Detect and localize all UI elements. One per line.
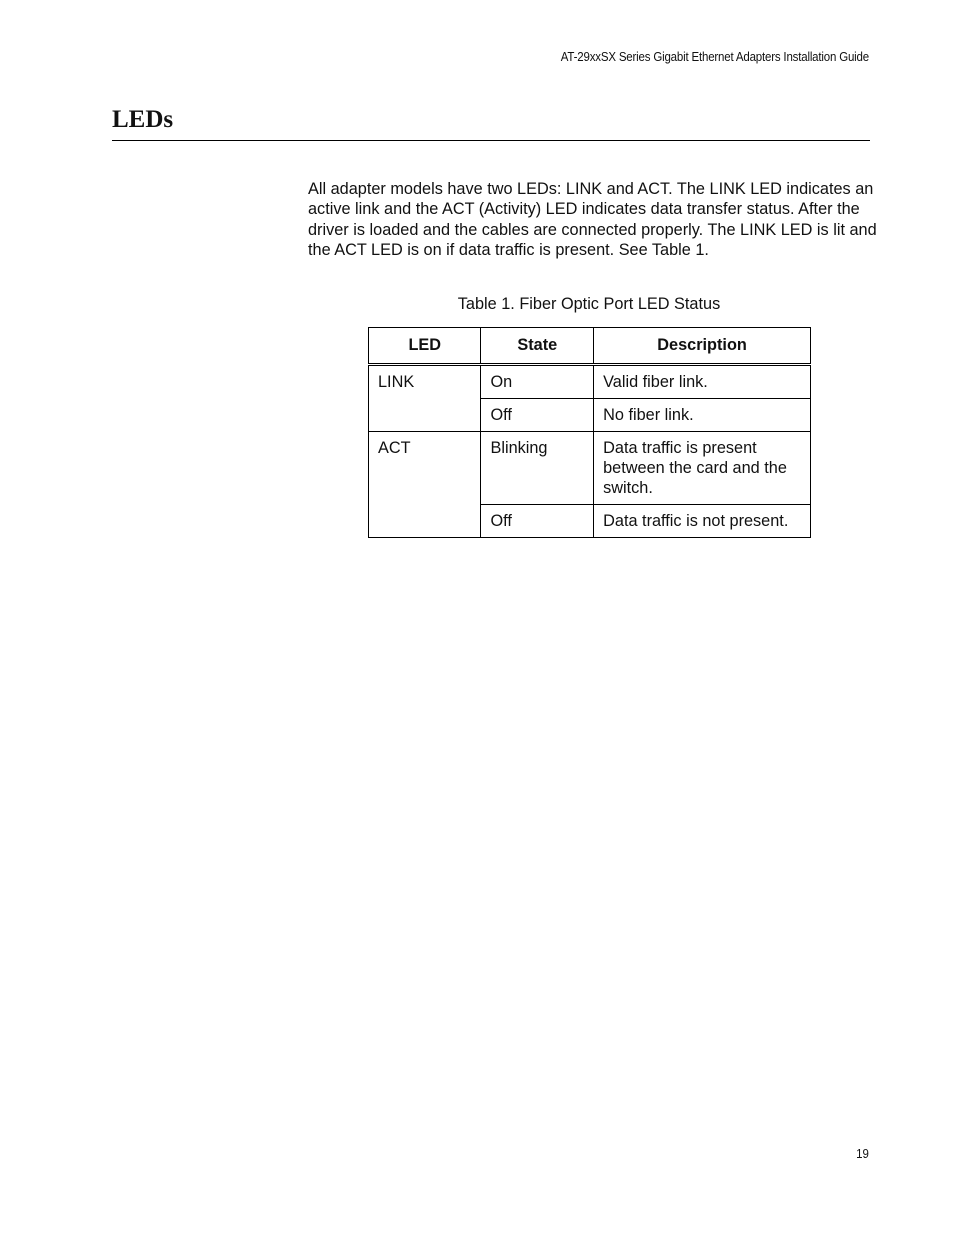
description-cell (594, 399, 811, 432)
column-header-description: Description (594, 328, 811, 365)
led-name: ACT (378, 439, 411, 457)
state-value: Off (490, 512, 512, 530)
title-rule (112, 140, 870, 141)
state-cell (481, 432, 594, 505)
state-cell (481, 365, 594, 399)
description-value: Data traffic is present between the card and the switch. (603, 439, 787, 497)
led-cell (369, 365, 481, 432)
running-header: AT-29xxSX Series Gigabit Ethernet Adapters Installation Guide (560, 50, 869, 64)
description-value: No fiber link. (603, 406, 694, 424)
table-row (369, 432, 811, 505)
table-caption: Table 1. Fiber Optic Port LED Status (457, 295, 721, 313)
table-header-row (369, 328, 811, 365)
state-value: Off (490, 406, 512, 424)
column-header-state: State (481, 328, 594, 365)
body-paragraph: All adapter models have two LEDs: LINK and ACT. The LINK LED indicates an active link and the ACT (Activity) LED indicates data transfer status. After the driver is loaded and the cables are connected properly. The LINK LED is lit and the ACT LED is on if data traffic is present. See Table 1. (308, 180, 877, 259)
description-cell (594, 432, 811, 505)
section-title: LEDs (112, 106, 174, 133)
state-cell (481, 505, 594, 538)
description-cell (594, 505, 811, 538)
column-header-led: LED (369, 328, 481, 365)
description-value: Valid fiber link. (603, 373, 708, 391)
state-value: On (490, 373, 513, 391)
description-cell (594, 365, 811, 399)
description-value: Data traffic is not present. (603, 512, 789, 530)
state-value: Blinking (490, 439, 548, 457)
led-cell (369, 432, 481, 538)
led-name: LINK (378, 373, 415, 391)
page-number: 19 (856, 1147, 869, 1161)
state-cell (481, 399, 594, 432)
table-row (369, 365, 811, 399)
led-status-table (368, 327, 811, 538)
